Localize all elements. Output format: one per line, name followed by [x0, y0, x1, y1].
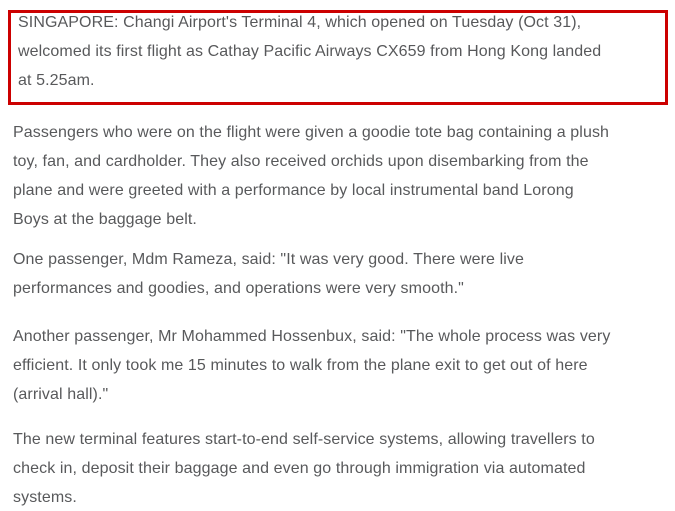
lead-paragraph: [18, 8, 601, 95]
text-line: Passengers who were on the flight were given a goodie tote bag containing a plush: [13, 124, 610, 141]
text-line: at 5.25am.: [18, 72, 95, 89]
paragraph-quote-rameza: [13, 245, 524, 303]
text-line: The new terminal features start-to-end self-service systems, allowing travellers to: [13, 431, 595, 448]
text-line: Boys at the baggage belt.: [13, 211, 197, 228]
paragraph-quote-hossenbux: [13, 322, 610, 409]
text-line: Another passenger, Mr Mohammed Hossenbux, said: "The whole process was very: [13, 328, 611, 345]
paragraph-goodie-bag: [13, 118, 609, 234]
text-line: (arrival hall).": [13, 386, 109, 403]
text-line: performances and goodies, and operations were very smooth.": [13, 280, 464, 297]
text-line: systems.: [13, 489, 77, 506]
text-line: plane and were greeted with a performance by local instrumental band Lorong: [13, 182, 574, 199]
text-line: check in, deposit their baggage and even go through immigration via automated: [13, 460, 586, 477]
text-line: SINGAPORE: Changi Airport's Terminal 4, which opened on Tuesday (Oct 31),: [18, 14, 582, 31]
paragraph-self-service: [13, 425, 595, 511]
text-line: One passenger, Mdm Rameza, said: "It was very good. There were live: [13, 251, 524, 268]
text-line: welcomed its first flight as Cathay Pacific Airways CX659 from Hong Kong landed: [18, 43, 602, 60]
text-line: efficient. It only took me 15 minutes to walk from the plane exit to get out of here: [13, 357, 588, 374]
text-line: toy, fan, and cardholder. They also received orchids upon disembarking from the: [13, 153, 589, 170]
